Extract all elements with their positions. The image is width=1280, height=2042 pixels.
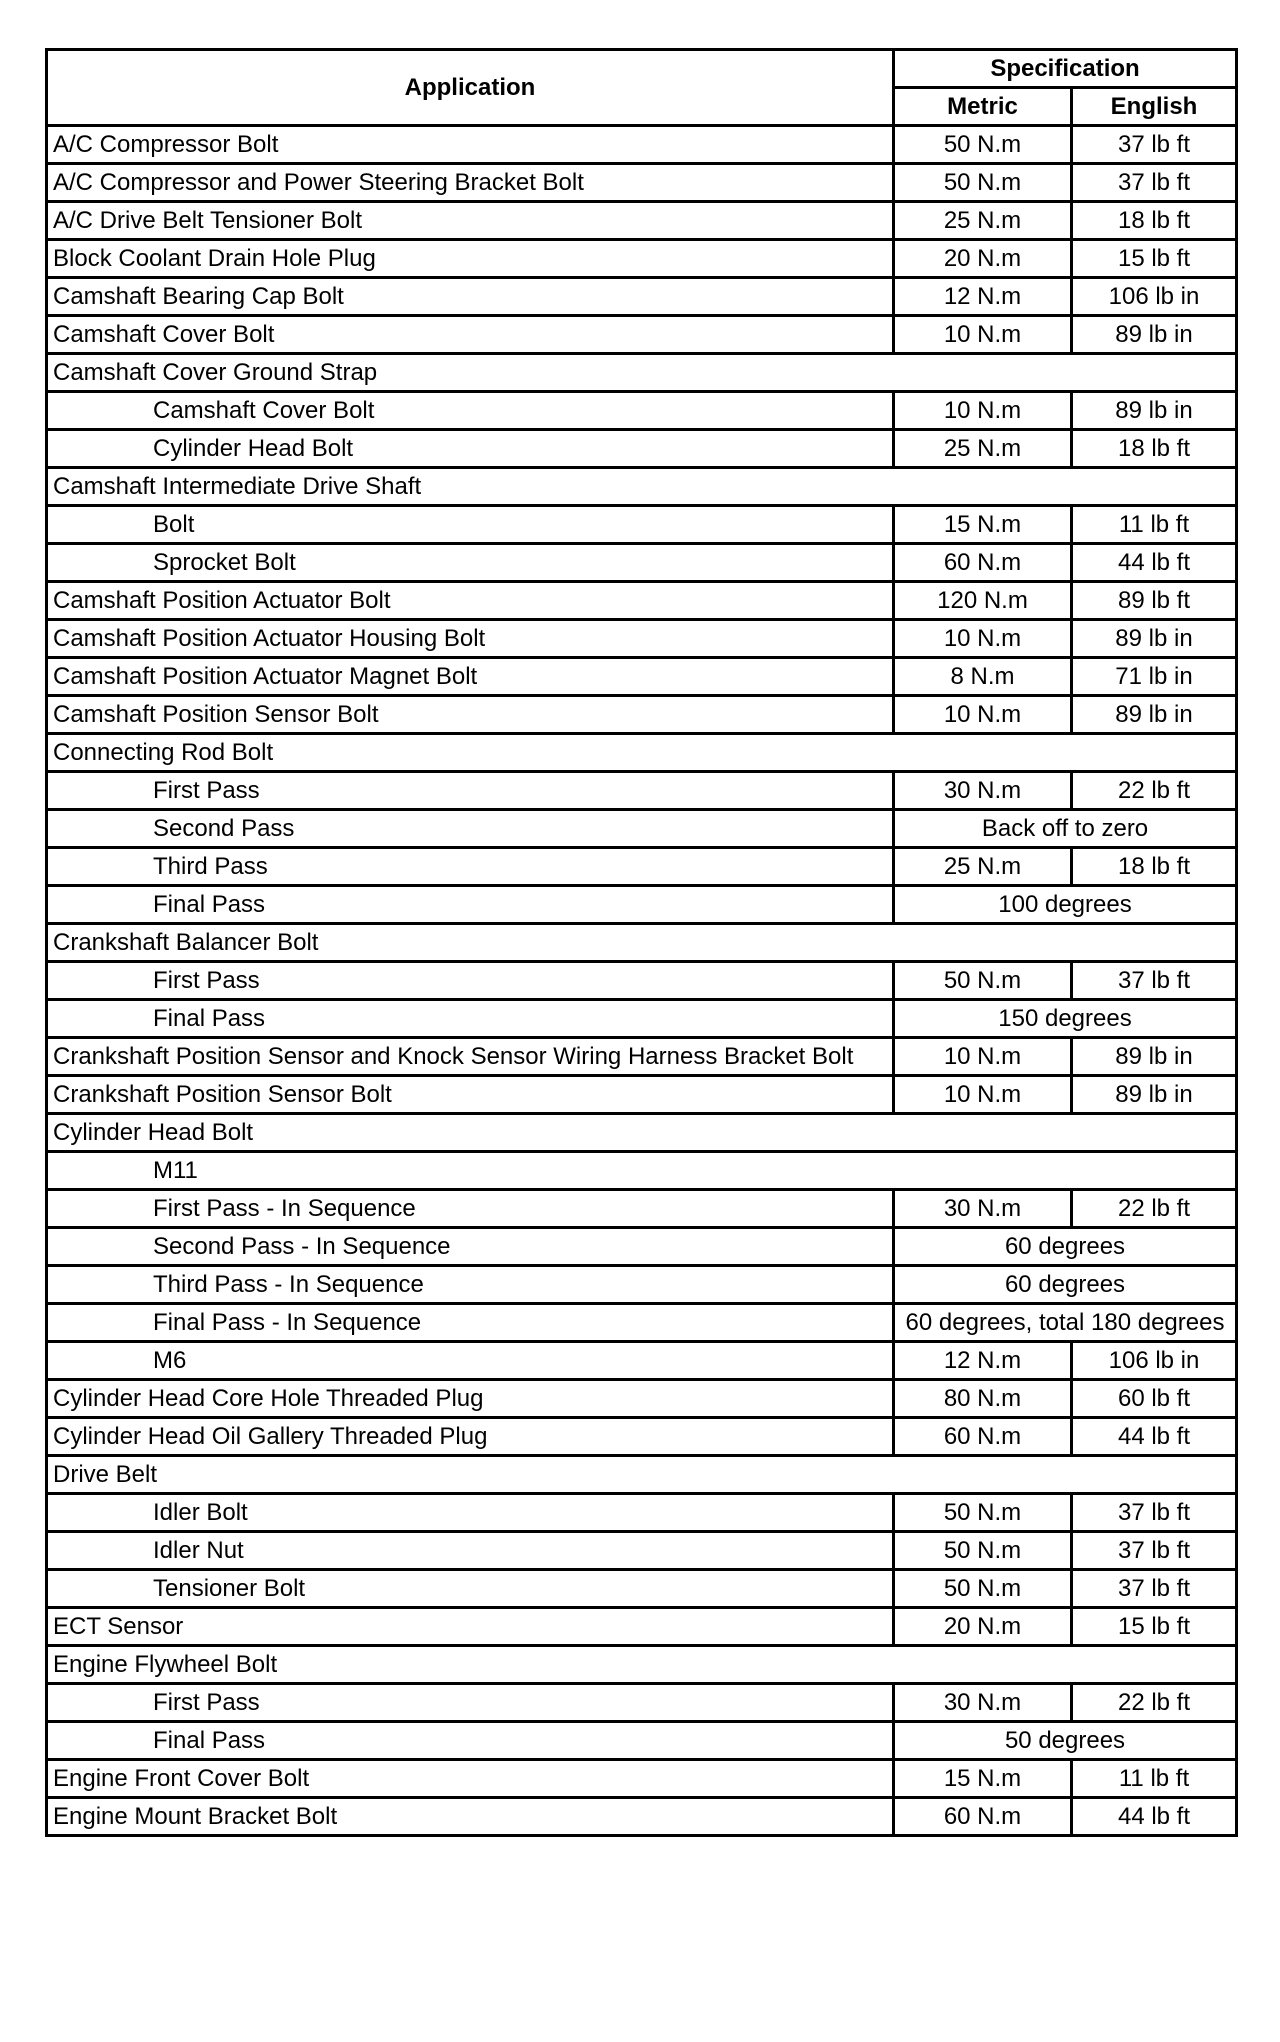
table-row (47, 772, 1237, 810)
english-cell: 89 lb in (1072, 1038, 1237, 1076)
table-row (47, 1342, 1237, 1380)
application-cell: Tensioner Bolt (47, 1570, 894, 1608)
application-cell: Camshaft Position Actuator Bolt (47, 582, 894, 620)
application-cell: First Pass - In Sequence (47, 1190, 894, 1228)
english-cell: 60 lb ft (1072, 1380, 1237, 1418)
application-cell: A/C Drive Belt Tensioner Bolt (47, 202, 894, 240)
metric-cell: 10 N.m (894, 1038, 1072, 1076)
table-body (47, 126, 1237, 1836)
english-cell: 22 lb ft (1072, 772, 1237, 810)
application-cell: Cylinder Head Oil Gallery Threaded Plug (47, 1418, 894, 1456)
table-row (47, 658, 1237, 696)
table-row (47, 544, 1237, 582)
english-cell: 106 lb in (1072, 1342, 1237, 1380)
table-row (47, 1190, 1237, 1228)
specification-cell: 50 degrees (894, 1722, 1237, 1760)
metric-cell: 25 N.m (894, 430, 1072, 468)
application-cell: Camshaft Cover Bolt (47, 392, 894, 430)
application-cell: Crankshaft Balancer Bolt (47, 924, 1237, 962)
table-row (47, 1494, 1237, 1532)
metric-cell: 8 N.m (894, 658, 1072, 696)
metric-cell: 50 N.m (894, 126, 1072, 164)
table-row (47, 202, 1237, 240)
english-cell: 18 lb ft (1072, 430, 1237, 468)
english-cell: 89 lb in (1072, 696, 1237, 734)
application-cell: Camshaft Position Actuator Magnet Bolt (47, 658, 894, 696)
metric-cell: 30 N.m (894, 1190, 1072, 1228)
metric-cell: 20 N.m (894, 1608, 1072, 1646)
table-row (47, 316, 1237, 354)
english-cell: 89 lb in (1072, 392, 1237, 430)
table-row (47, 1722, 1237, 1760)
specification-cell: 60 degrees, total 180 degrees (894, 1304, 1237, 1342)
english-cell: 89 lb ft (1072, 582, 1237, 620)
table-row (47, 506, 1237, 544)
table-row-group (47, 1456, 1237, 1494)
metric-cell: 20 N.m (894, 240, 1072, 278)
table-row (47, 1304, 1237, 1342)
metric-cell: 10 N.m (894, 1076, 1072, 1114)
application-cell: Connecting Rod Bolt (47, 734, 1237, 772)
metric-cell: 15 N.m (894, 506, 1072, 544)
application-cell: Cylinder Head Bolt (47, 430, 894, 468)
metric-cell: 12 N.m (894, 278, 1072, 316)
english-cell: 44 lb ft (1072, 544, 1237, 582)
english-cell: 18 lb ft (1072, 848, 1237, 886)
table-row (47, 1532, 1237, 1570)
english-cell: 44 lb ft (1072, 1798, 1237, 1836)
table-row (47, 164, 1237, 202)
application-cell: Final Pass (47, 886, 894, 924)
metric-cell: 25 N.m (894, 848, 1072, 886)
metric-cell: 10 N.m (894, 316, 1072, 354)
table-row-group (47, 1646, 1237, 1684)
table-row (47, 848, 1237, 886)
english-cell: 44 lb ft (1072, 1418, 1237, 1456)
table-row (47, 1228, 1237, 1266)
metric-cell: 12 N.m (894, 1342, 1072, 1380)
english-cell: 37 lb ft (1072, 164, 1237, 202)
application-cell: Camshaft Cover Bolt (47, 316, 894, 354)
application-cell: First Pass (47, 1684, 894, 1722)
table-row (47, 582, 1237, 620)
application-cell: Crankshaft Position Sensor and Knock Sensor Wiring Harness Bracket Bolt (47, 1038, 894, 1076)
application-cell: Drive Belt (47, 1456, 1237, 1494)
english-cell: 89 lb in (1072, 316, 1237, 354)
table-row (47, 1570, 1237, 1608)
table-row-group (47, 354, 1237, 392)
english-cell: 71 lb in (1072, 658, 1237, 696)
metric-cell: 30 N.m (894, 1684, 1072, 1722)
table-row (47, 1000, 1237, 1038)
application-cell: Bolt (47, 506, 894, 544)
application-cell: Crankshaft Position Sensor Bolt (47, 1076, 894, 1114)
application-cell: Camshaft Bearing Cap Bolt (47, 278, 894, 316)
english-cell: 106 lb in (1072, 278, 1237, 316)
application-cell: Camshaft Position Actuator Housing Bolt (47, 620, 894, 658)
application-cell: ECT Sensor (47, 1608, 894, 1646)
application-cell: A/C Compressor and Power Steering Bracket Bolt (47, 164, 894, 202)
metric-cell: 60 N.m (894, 544, 1072, 582)
application-cell: Cylinder Head Bolt (47, 1114, 1237, 1152)
metric-cell: 30 N.m (894, 772, 1072, 810)
english-cell: 37 lb ft (1072, 1494, 1237, 1532)
metric-cell: 120 N.m (894, 582, 1072, 620)
application-cell: A/C Compressor Bolt (47, 126, 894, 164)
application-cell: M11 (47, 1152, 1237, 1190)
application-cell: Final Pass - In Sequence (47, 1304, 894, 1342)
metric-cell: 50 N.m (894, 1570, 1072, 1608)
table-row-group (47, 734, 1237, 772)
application-cell: First Pass (47, 962, 894, 1000)
metric-cell: 10 N.m (894, 696, 1072, 734)
english-cell: 11 lb ft (1072, 506, 1237, 544)
application-cell: Camshaft Position Sensor Bolt (47, 696, 894, 734)
application-cell: Sprocket Bolt (47, 544, 894, 582)
english-cell: 37 lb ft (1072, 1532, 1237, 1570)
application-cell: Final Pass (47, 1000, 894, 1038)
application-cell: Engine Flywheel Bolt (47, 1646, 1237, 1684)
english-cell: 89 lb in (1072, 1076, 1237, 1114)
application-cell: Third Pass (47, 848, 894, 886)
english-cell: 37 lb ft (1072, 1570, 1237, 1608)
metric-header: Metric (894, 88, 1072, 126)
metric-cell: 50 N.m (894, 164, 1072, 202)
table-row (47, 810, 1237, 848)
table-row (47, 392, 1237, 430)
english-cell: 89 lb in (1072, 620, 1237, 658)
table-row (47, 240, 1237, 278)
application-cell: Second Pass (47, 810, 894, 848)
english-header: English (1072, 88, 1237, 126)
table-row (47, 1380, 1237, 1418)
application-cell: First Pass (47, 772, 894, 810)
metric-cell: 80 N.m (894, 1380, 1072, 1418)
torque-spec-table (45, 48, 1238, 1837)
specification-cell: 100 degrees (894, 886, 1237, 924)
specification-cell: 60 degrees (894, 1266, 1237, 1304)
application-header: Application (47, 50, 894, 126)
table-row-group (47, 924, 1237, 962)
specification-cell: Back off to zero (894, 810, 1237, 848)
application-cell: Camshaft Cover Ground Strap (47, 354, 1237, 392)
table-header (47, 50, 1237, 126)
application-cell: Camshaft Intermediate Drive Shaft (47, 468, 1237, 506)
english-cell: 18 lb ft (1072, 202, 1237, 240)
english-cell: 22 lb ft (1072, 1190, 1237, 1228)
table-row (47, 620, 1237, 658)
table-row (47, 886, 1237, 924)
table-row-group (47, 468, 1237, 506)
table-row (47, 1684, 1237, 1722)
application-cell: Second Pass - In Sequence (47, 1228, 894, 1266)
application-cell: Block Coolant Drain Hole Plug (47, 240, 894, 278)
application-cell: Final Pass (47, 1722, 894, 1760)
table-row (47, 1076, 1237, 1114)
english-cell: 15 lb ft (1072, 240, 1237, 278)
table-row-group (47, 1152, 1237, 1190)
table-row (47, 1266, 1237, 1304)
specification-cell: 60 degrees (894, 1228, 1237, 1266)
metric-cell: 60 N.m (894, 1418, 1072, 1456)
metric-cell: 10 N.m (894, 620, 1072, 658)
metric-cell: 50 N.m (894, 1532, 1072, 1570)
table-row (47, 962, 1237, 1000)
table-row (47, 1760, 1237, 1798)
application-cell: M6 (47, 1342, 894, 1380)
english-cell: 15 lb ft (1072, 1608, 1237, 1646)
application-cell: Idler Bolt (47, 1494, 894, 1532)
english-cell: 22 lb ft (1072, 1684, 1237, 1722)
table-row (47, 696, 1237, 734)
application-cell: Cylinder Head Core Hole Threaded Plug (47, 1380, 894, 1418)
application-cell: Engine Mount Bracket Bolt (47, 1798, 894, 1836)
metric-cell: 25 N.m (894, 202, 1072, 240)
metric-cell: 50 N.m (894, 1494, 1072, 1532)
metric-cell: 60 N.m (894, 1798, 1072, 1836)
application-cell: Idler Nut (47, 1532, 894, 1570)
specification-cell: 150 degrees (894, 1000, 1237, 1038)
specification-header: Specification (894, 50, 1237, 88)
table-row (47, 1798, 1237, 1836)
table-row (47, 126, 1237, 164)
table-row (47, 1418, 1237, 1456)
application-cell: Third Pass - In Sequence (47, 1266, 894, 1304)
table-row (47, 430, 1237, 468)
table-row (47, 278, 1237, 316)
table-row (47, 1608, 1237, 1646)
metric-cell: 10 N.m (894, 392, 1072, 430)
english-cell: 37 lb ft (1072, 962, 1237, 1000)
metric-cell: 50 N.m (894, 962, 1072, 1000)
english-cell: 11 lb ft (1072, 1760, 1237, 1798)
english-cell: 37 lb ft (1072, 126, 1237, 164)
table-row (47, 1038, 1237, 1076)
metric-cell: 15 N.m (894, 1760, 1072, 1798)
table-row-group (47, 1114, 1237, 1152)
application-cell: Engine Front Cover Bolt (47, 1760, 894, 1798)
